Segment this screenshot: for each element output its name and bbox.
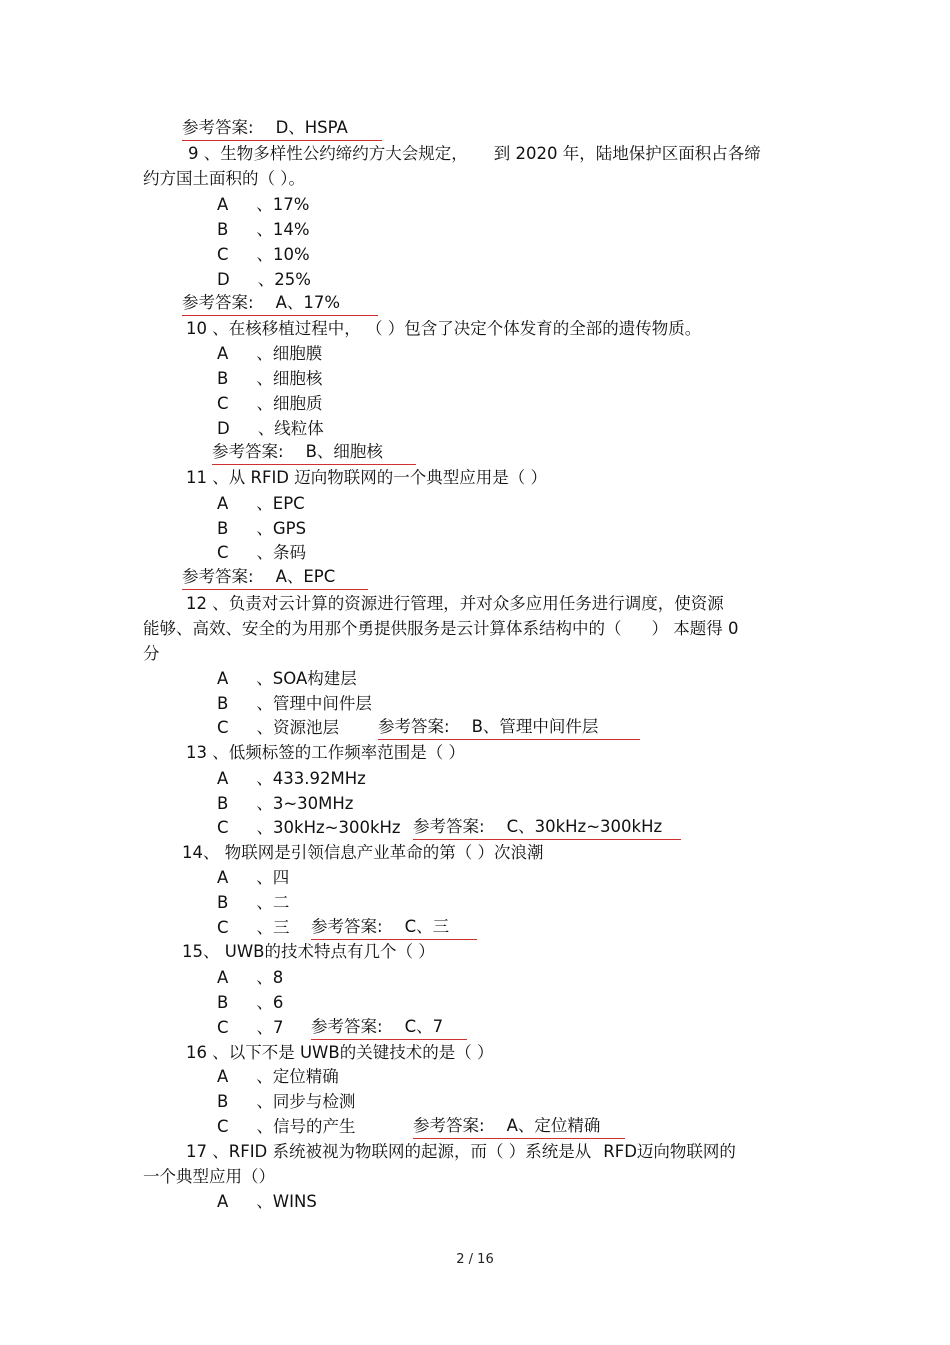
option-item: C 、资源池层 bbox=[217, 718, 340, 737]
question-text: 14、 物联网是引领信息产业革命的第（ ）次浪潮 bbox=[182, 843, 544, 862]
option-item bbox=[217, 245, 310, 267]
option-text: 、25% bbox=[257, 270, 311, 289]
option-item: C 、细胞质 bbox=[217, 394, 323, 413]
answer-value: C、30kHz~300kHz bbox=[506, 817, 663, 836]
option-letter: D bbox=[217, 270, 230, 289]
option-item: A 、细胞膜 bbox=[217, 344, 323, 363]
option-item bbox=[217, 270, 311, 292]
question-text: 17 、RFID 系统被视为物联网的起源，而（ ）系统是从 RFD迈向物联网的 bbox=[186, 1142, 736, 1161]
question-text-cont: 约方国土面积的（ ）。 bbox=[143, 169, 305, 188]
answer-value: A、定位精确 bbox=[506, 1116, 601, 1135]
option-item: C 、条码 bbox=[217, 543, 307, 562]
question-text-cont: 一个典型应用（） bbox=[143, 1167, 275, 1186]
option-item: B 、二 bbox=[217, 893, 290, 912]
option-item: C 、信号的产生 bbox=[217, 1117, 356, 1136]
option-item: A 、四 bbox=[217, 868, 290, 887]
answer-line: 参考答案: B、管理中间件层 bbox=[378, 717, 640, 740]
answer-line: 参考答案: A、定位精确 bbox=[413, 1116, 625, 1139]
option-item: C 、30kHz~300kHz bbox=[217, 818, 401, 837]
question-text: 12 、负责对云计算的资源进行管理，并对众多应用任务进行调度，使资源 bbox=[186, 594, 724, 613]
option-letter: B bbox=[217, 220, 229, 239]
option-text: 、10% bbox=[256, 245, 310, 264]
answer-line: 参考答案: C、30kHz~300kHz bbox=[413, 817, 681, 840]
page-number: 2 / 16 bbox=[456, 1252, 494, 1267]
question-text: 13 、低频标签的工作频率范围是（ ） bbox=[186, 743, 465, 762]
option-item: B 、细胞核 bbox=[217, 369, 323, 388]
answer-value: C、7 bbox=[404, 1017, 444, 1036]
option-item: D 、线粒体 bbox=[217, 419, 324, 438]
answer-value: D、HSPA bbox=[275, 118, 348, 137]
answer-line: 参考答案: B、细胞核 bbox=[212, 442, 416, 465]
question-text: 16 、以下不是 UWB的关键技术的是（ ） bbox=[186, 1043, 494, 1062]
answer-value: C、三 bbox=[404, 917, 450, 936]
option-item: B 、同步与检测 bbox=[217, 1092, 356, 1111]
option-text: 、14% bbox=[256, 220, 310, 239]
option-item: A 、433.92MHz bbox=[217, 769, 366, 788]
answer-value: A、17% bbox=[275, 293, 341, 312]
question-text: 15、 UWB的技术特点有几个（ ） bbox=[182, 942, 435, 961]
option-item bbox=[217, 220, 310, 242]
question-text: 11 、从 RFID 迈向物联网的一个典型应用是（ ） bbox=[186, 468, 548, 487]
option-item: C 、7 bbox=[217, 1018, 284, 1037]
option-item: B 、3~30MHz bbox=[217, 794, 354, 813]
option-item: B 、GPS bbox=[217, 519, 307, 538]
answer-value: A、EPC bbox=[275, 567, 336, 586]
option-letter: C bbox=[217, 245, 229, 264]
option-item: C 、三 bbox=[217, 918, 290, 937]
question-text-cont: 分 bbox=[143, 644, 160, 663]
option-item: A 、EPC bbox=[217, 494, 305, 513]
answer-value: B、管理中间件层 bbox=[471, 717, 599, 736]
answer-line bbox=[182, 118, 382, 141]
option-letter: A bbox=[217, 195, 229, 214]
option-item: B 、6 bbox=[217, 993, 284, 1012]
option-item: A 、定位精确 bbox=[217, 1067, 339, 1086]
answer-label: 参考答案: bbox=[182, 118, 254, 137]
question-text-cont: 能够、高效、安全的为用那个勇提供服务是云计算体系结构中的（ ） 本题得 0 bbox=[143, 619, 739, 638]
option-text: 、17% bbox=[256, 195, 310, 214]
answer-value: B、细胞核 bbox=[305, 442, 383, 461]
answer-line: 参考答案: C、7 bbox=[311, 1017, 467, 1040]
answer-line: 参考答案: C、三 bbox=[311, 917, 477, 940]
question-text: 9 、生物多样性公约缔约方大会规定， 到 2020 年，陆地保护区面积占各缔 bbox=[188, 144, 761, 163]
option-item: A 、SOA构建层 bbox=[217, 669, 357, 688]
option-item: B 、管理中间件层 bbox=[217, 694, 372, 713]
question-text: 10 、在核移植过程中， （ ）包含了决定个体发育的全部的遗传物质。 bbox=[186, 319, 702, 338]
option-item: A 、8 bbox=[217, 968, 284, 987]
answer-line: 参考答案: A、EPC bbox=[182, 567, 368, 590]
option-item bbox=[217, 195, 309, 217]
option-item: A 、WINS bbox=[217, 1192, 317, 1211]
answer-line: 参考答案: A、17% bbox=[182, 293, 378, 316]
